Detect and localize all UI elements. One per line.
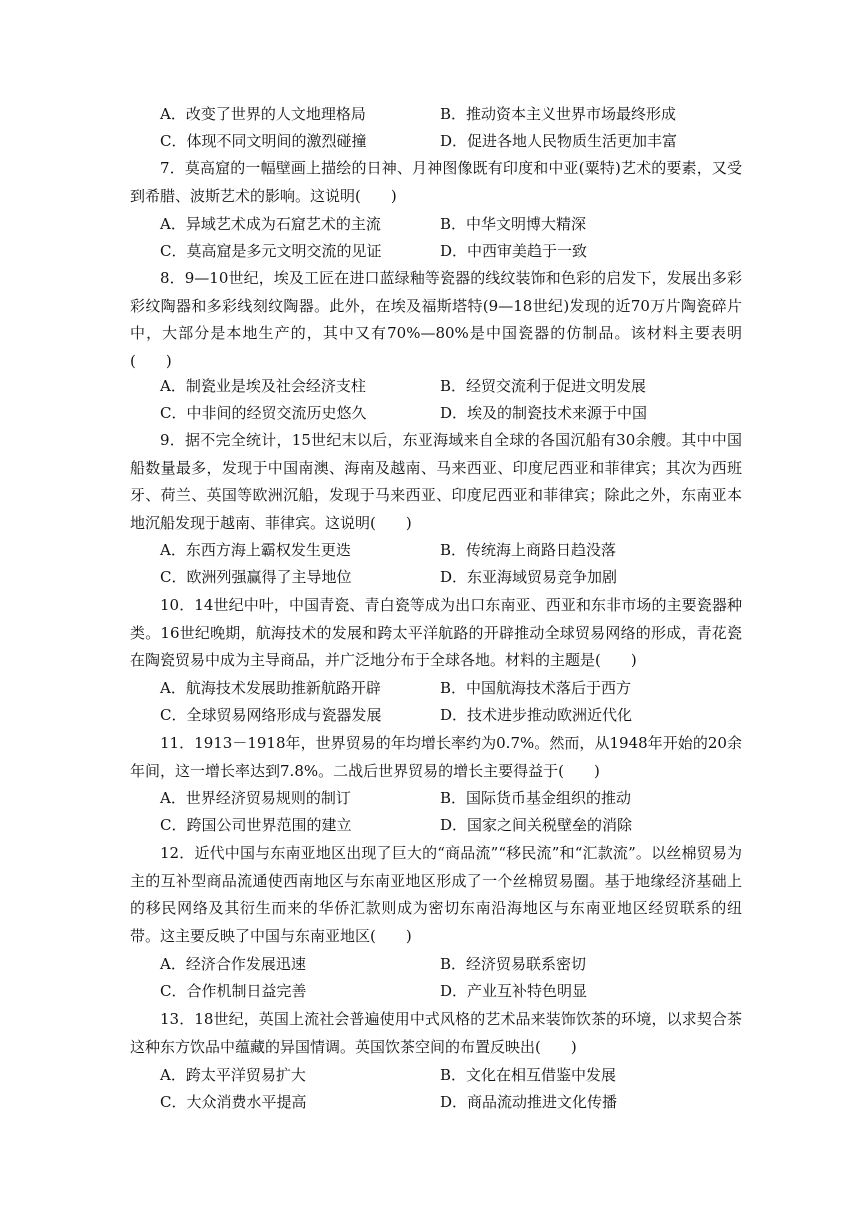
q6-option-row-1: [160, 104, 720, 124]
q6-option-row-2: [160, 131, 720, 151]
q12-option-c[interactable]: C．合作机制日益完善: [160, 982, 307, 1000]
q10-option-d[interactable]: D．技术进步推动欧洲近代化: [440, 706, 633, 724]
q10-option-row-2: [160, 705, 720, 725]
q7-option-row-1: [160, 214, 720, 234]
q12-option-row-2: [160, 981, 720, 1001]
q8-option-a[interactable]: A．制瓷业是埃及社会经济支柱: [160, 377, 366, 395]
q12-option-a[interactable]: A．经济合作发展迅速: [160, 955, 306, 973]
q12-stem: 12．近代中国与东南亚地区出现了巨大的“商品流”“移民流”和“汇款流”。以丝棉贸易为主的互补型商品流通使西南地区与东南亚地区形成了一个丝棉贸易圈。基于地缘经济基础上的移民网络及其衍生而来的华侨汇款则成为密切东南沿海地区与东南亚地区经贸联系的纽带。这主要反映了中国与东南亚地区( ): [130, 844, 742, 945]
q9-option-row-1: [160, 540, 720, 560]
q8-option-c[interactable]: C．中非间的经贸交流历史悠久: [160, 404, 367, 422]
q11-option-c[interactable]: C．跨国公司世界范围的建立: [160, 816, 352, 834]
q12-option-d[interactable]: D．产业互补特色明显: [440, 982, 588, 1000]
q9-option-c[interactable]: C．欧洲列强赢得了主导地位: [160, 568, 352, 586]
q11-option-row-2: [160, 815, 720, 835]
q13-option-a[interactable]: A．跨太平洋贸易扩大: [160, 1066, 306, 1084]
q7-option-c[interactable]: C．莫高窟是多元文明交流的见证: [160, 242, 382, 260]
q11-option-d[interactable]: D．国家之间关税壁垒的消除: [440, 816, 633, 834]
q6-option-a[interactable]: A．改变了世界的人文地理格局: [160, 105, 366, 123]
q8-option-row-1: [160, 376, 720, 396]
q8-option-row-2: [160, 403, 720, 423]
q13-option-c[interactable]: C．大众消费水平提高: [160, 1093, 307, 1111]
q7-option-a[interactable]: A．异域艺术成为石窟艺术的主流: [160, 215, 381, 233]
q11-option-b[interactable]: B．国际货币基金组织的推动: [440, 789, 632, 807]
q9-option-row-2: [160, 567, 720, 587]
q8-option-b[interactable]: B．经贸交流利于促进文明发展: [440, 377, 647, 395]
q7-option-d[interactable]: D．中西审美趋于一致: [440, 242, 588, 260]
q11-option-row-1: [160, 788, 720, 808]
q10-option-row-1: [160, 678, 720, 698]
q11-stem: 11．1913－1918年，世界贸易的年均增长率约为0.7%。然而，从1948年开始的20余年间，这一增长率达到7.8%。二战后世界贸易的增长主要得益于( ): [130, 734, 742, 780]
q7-option-row-2: [160, 241, 720, 261]
q13-option-d[interactable]: D．商品流动推进文化传播: [440, 1093, 618, 1111]
q12-option-row-1: [160, 954, 720, 974]
q6-option-b[interactable]: B．推动资本主义世界市场最终形成: [440, 105, 677, 123]
q13-option-b[interactable]: B．文化在相互借鉴中发展: [440, 1066, 617, 1084]
q6-option-d[interactable]: D．促进各地人民物质生活更加丰富: [440, 132, 678, 150]
q9-option-b[interactable]: B．传统海上商路日趋没落: [440, 541, 617, 559]
q6-option-c[interactable]: C．体现不同文明间的激烈碰撞: [160, 132, 367, 150]
q9-option-a[interactable]: A．东西方海上霸权发生更迭: [160, 541, 351, 559]
q10-option-a[interactable]: A．航海技术发展助推新航路开辟: [160, 679, 381, 697]
q13-stem: 13．18世纪，英国上流社会普遍使用中式风格的艺术品来装饰饮茶的环境，以求契合茶这种东方饮品中蕴藏的异国情调。英国饮茶空间的布置反映出( ): [130, 1010, 742, 1056]
q8-stem: 8．9—10世纪，埃及工匠在进口蓝绿釉等瓷器的线纹装饰和色彩的启发下，发展出多彩彩纹陶器和多彩线刻纹陶器。此外，在埃及福斯塔特(9—18世纪)发现的近70万片陶瓷碎片中，大部分是本地生产的，其中又有70%—80%是中国瓷器的仿制品。该材料主要表明( ): [130, 269, 742, 370]
q13-option-row-1: [160, 1065, 720, 1085]
q9-option-d[interactable]: D．东亚海域贸易竞争加剧: [440, 568, 618, 586]
q9-stem: 9．据不完全统计，15世纪末以后，东亚海域来自全球的各国沉船有30余艘。其中中国船数量最多，发现于中国南澳、海南及越南、马来西亚、印度尼西亚和菲律宾；其次为西班牙、荷兰、英国等欧洲沉船，发现于马来西亚、印度尼西亚和菲律宾；除此之外，东南亚本地沉船发现于越南、菲律宾。这说明( ): [130, 431, 742, 532]
q7-option-b[interactable]: B．中华文明博大精深: [440, 215, 587, 233]
q10-option-c[interactable]: C．全球贸易网络形成与瓷器发展: [160, 706, 382, 724]
q8-option-d[interactable]: D．埃及的制瓷技术来源于中国: [440, 404, 648, 422]
q10-option-b[interactable]: B．中国航海技术落后于西方: [440, 679, 632, 697]
q12-option-b[interactable]: B．经济贸易联系密切: [440, 955, 587, 973]
q11-option-a[interactable]: A．世界经济贸易规则的制订: [160, 789, 351, 807]
q7-stem: 7．莫高窟的一幅壁画上描绘的日神、月神图像既有印度和中亚(粟特)艺术的要素，又受到希腊、波斯艺术的影响。这说明( ): [130, 159, 742, 205]
q10-stem: 10．14世纪中叶，中国青瓷、青白瓷等成为出口东南亚、西亚和东非市场的主要瓷器种类。16世纪晚期，航海技术的发展和跨太平洋航路的开辟推动全球贸易网络的形成，青花瓷在陶瓷贸易中成为主导商品，并广泛地分布于全球各地。材料的主题是( ): [130, 596, 742, 669]
q13-option-row-2: [160, 1092, 720, 1112]
